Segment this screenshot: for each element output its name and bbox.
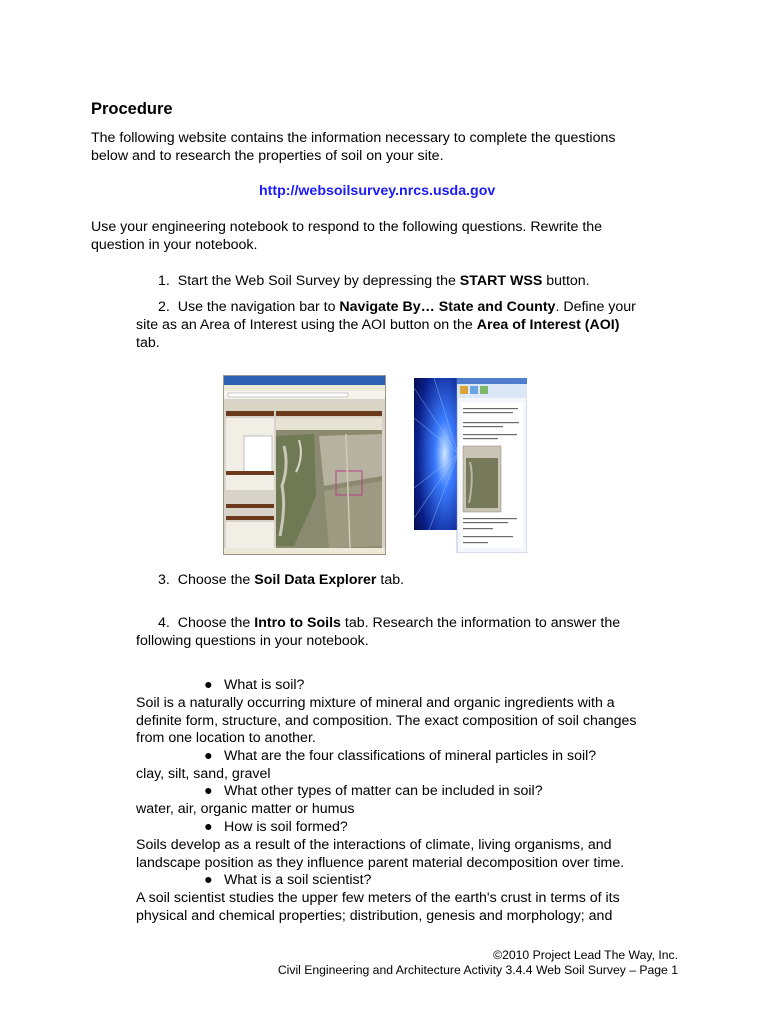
answer-line: Soils develop as a result of the interactions of climate, living organisms, and bbox=[136, 837, 612, 853]
question-5 bbox=[204, 871, 371, 889]
bullet-icon: ● bbox=[204, 677, 213, 693]
document-window-screenshot-image bbox=[414, 378, 527, 553]
web-soil-survey-screenshot bbox=[223, 375, 386, 555]
question-text: What other types of matter can be included in soil? bbox=[224, 783, 543, 799]
instructions-line-1: Use your engineering notebook to respond to the following questions. Rewrite the bbox=[91, 219, 603, 235]
step-1 bbox=[158, 272, 590, 290]
step-4 bbox=[158, 614, 620, 632]
answer-line: landscape position as they influence parent material decomposition over time. bbox=[136, 855, 625, 871]
step-text: site as an Area of Interest using the AOI button on the bbox=[136, 317, 477, 333]
web-soil-survey-screenshot-image bbox=[224, 376, 385, 554]
step-text: Choose the bbox=[177, 615, 255, 631]
step-text: Use the navigation bar to bbox=[177, 299, 340, 315]
step-4-line-2: following questions in your notebook. bbox=[136, 633, 369, 649]
instructions-line-2: question in your notebook. bbox=[91, 237, 258, 253]
question-text: What is soil? bbox=[224, 677, 305, 693]
step-bold: Area of Interest (AOI) bbox=[476, 317, 620, 333]
question-2 bbox=[204, 747, 596, 765]
footer-page-info: Civil Engineering and Architecture Activity 3.4.4 Web Soil Survey – Page 1 bbox=[277, 963, 678, 977]
page-title: Procedure bbox=[91, 100, 173, 118]
question-4 bbox=[204, 818, 348, 836]
step-bold: Intro to Soils bbox=[254, 615, 341, 631]
answer-line: clay, silt, sand, gravel bbox=[136, 766, 271, 782]
question-text: How is soil formed? bbox=[224, 819, 348, 835]
step-text: Choose the bbox=[177, 572, 255, 588]
answer-line: A soil scientist studies the upper few meters of the earth's crust in terms of its bbox=[136, 890, 620, 906]
answer-line: Soil is a naturally occurring mixture of mineral and organic ingredients with a bbox=[136, 695, 615, 711]
question-3 bbox=[204, 782, 543, 800]
intro-line-2: below and to research the properties of soil on your site. bbox=[91, 148, 444, 164]
question-1 bbox=[204, 676, 304, 694]
step-text: . Define your bbox=[555, 299, 636, 315]
question-text: What are the four classifications of mineral particles in soil? bbox=[224, 748, 597, 764]
step-2-line-3: tab. bbox=[136, 335, 160, 351]
document-window-screenshot bbox=[414, 378, 527, 553]
step-text: tab. Research the information to answer the bbox=[340, 615, 621, 631]
bullet-icon: ● bbox=[204, 748, 213, 764]
step-number: 4. bbox=[158, 615, 170, 631]
step-2-line-2 bbox=[136, 316, 619, 334]
step-number: 3. bbox=[158, 572, 170, 588]
step-number: 1. bbox=[158, 273, 170, 289]
answer-line: water, air, organic matter or humus bbox=[136, 801, 355, 817]
step-bold: Soil Data Explorer bbox=[254, 572, 377, 588]
bullet-icon: ● bbox=[204, 783, 213, 799]
answer-line: definite form, structure, and composition. The exact composition of soil changes bbox=[136, 713, 637, 729]
step-text: button. bbox=[542, 273, 590, 289]
answer-line: from one location to another. bbox=[136, 730, 316, 746]
step-bold: START WSS bbox=[459, 273, 543, 289]
bullet-icon: ● bbox=[204, 872, 213, 888]
step-2 bbox=[158, 298, 636, 316]
intro-line-1: The following website contains the information necessary to complete the questions bbox=[91, 130, 616, 146]
footer-copyright: ©2010 Project Lead The Way, Inc. bbox=[493, 948, 678, 962]
step-text: tab. bbox=[376, 572, 405, 588]
answer-line: physical and chemical properties; distribution, genesis and morphology; and bbox=[136, 908, 613, 924]
step-number: 2. bbox=[158, 299, 170, 315]
question-text: What is a soil scientist? bbox=[224, 872, 372, 888]
step-bold: Navigate By… State and County bbox=[339, 299, 556, 315]
step-text: Start the Web Soil Survey by depressing the bbox=[177, 273, 460, 289]
bullet-icon: ● bbox=[204, 819, 213, 835]
step-3 bbox=[158, 571, 404, 589]
website-link[interactable]: http://websoilsurvey.nrcs.usda.gov bbox=[259, 183, 496, 199]
